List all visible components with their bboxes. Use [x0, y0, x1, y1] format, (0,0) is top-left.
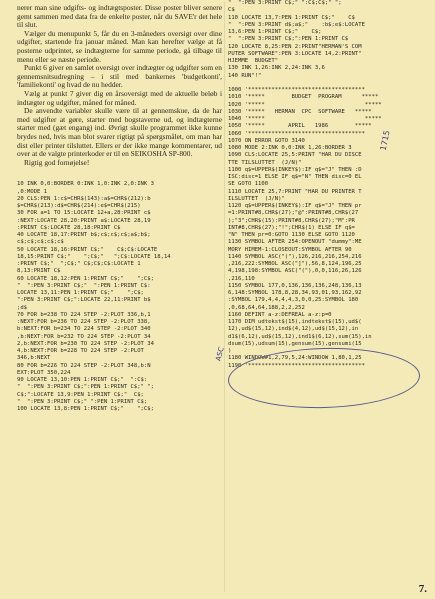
code-line: 1010 '***** BUDGET PROGRAM *****: [228, 94, 379, 101]
code-line: 100 LOCATE 13,8:PEN 1:PRINT C$;" ";C$;: [17, 406, 154, 413]
page-number: 7.: [418, 583, 427, 595]
code-line: :PRINT C$;" ";C$;" C$;C$;C$:LOCATE 1: [17, 261, 141, 268]
code-line: 1080 MODE 2:INK 0,0:INK 1,26:BORDER 3: [228, 145, 352, 151]
paragraph: De anvendte variabler skulle være til at gennemskue, da de har med udgifter at gøre, starter med bogstaverne ud, og indtægterne starter med (gæt engang) ind. Øvrigt skulle programmet ikke kunne brydes ned, hvis man blot svarer rigtigt på spørgsmålet, om man har dist eller printer tilsluttet. Ellers er der ikke mange kommentarer, ud over at de valgte printerkoder er til en SEIKOSHA SP-800.: [17, 106, 222, 159]
code-line: " ":PEN 3:PRINT C$;":PEN 1:PRINT C$;" ";: [17, 384, 154, 391]
code-line: " ":PEN 3:PRINT d$;a$;" :b$;e$:LOCATE: [228, 21, 365, 28]
code-line: 18,15:PRINT C$;" ";C$;" ";C$:LOCATE 18,14: [17, 253, 171, 260]
code-line: ":PEN 3:PRINT C$;":LOCATE 22,11:PRINT b$: [17, 297, 151, 304]
code-line: EXT:PLOT 350,224: [17, 369, 71, 376]
code-line: 1100 q$=UPPER$(INKEY$):IF q$="J" THEN :D: [228, 166, 362, 173]
paragraph: nerer man sine udgifts- og indtægtsposter. Disse poster bliver senere gemt sammen med data fra de enkelte poster, når du SAVE'r det hele til slut.: [17, 3, 222, 30]
code-line: MORY HIMEM-1:CLOSEOUT:SYMBOL AFTER 90: [228, 246, 352, 253]
article-text: [17, 4, 222, 167]
code-line: ,0,68,64,64,188,2,2,252: [228, 304, 305, 311]
code-line: =1:PRINT#8,CHR$(27);"@":PRINT#8,CHR$(27: [228, 210, 359, 217]
code-line: [228, 80, 418, 87]
code-line: 60 LOCATE 18,12:PEN 1:PRINT C$;" ";C$;: [17, 275, 154, 282]
code-line: 130 INK 1,26:INK 2,24:INK 3,6: [228, 65, 325, 72]
right-column: [228, 0, 418, 370]
code-line: dsum(15),udsum(15),gensum(15),gensumi(15: [228, 340, 362, 347]
code-line: SE GOTO 1100: [228, 181, 269, 188]
code-line: 1140 SYMBOL ASC("("),126,216,216,254,216: [228, 253, 362, 260]
code-line: C$: [228, 7, 235, 14]
code-line: 70 FOR b=238 TO 224 STEP -2:PLOT 336,b,1: [17, 311, 151, 318]
code-line: 1180 WINDOW#1,2,79,5,24:WINDOW 1,80,1,25: [228, 355, 362, 362]
code-line: HJEMME BUDGET": [228, 58, 279, 64]
code-line: 80 FOR b=226 TO 224 STEP -2:PLOT 348,b:N: [17, 362, 151, 369]
code-line: 1170 DIM udtekst$(15),indtekst$(15),ud$(: [228, 319, 362, 325]
code-line: );"3";CHR$(15):PRINT#8,CHR$(27);"M":PR: [228, 217, 355, 224]
code-line: " ":PEN 3:PRINT C$;" ":C$;C$;" ";: [228, 0, 342, 6]
code-line: ;d$: [17, 304, 28, 311]
code-line: c$;c$;c$;c$;c$: [17, 239, 64, 246]
code-line: PUTER SOFTWARE":PEN 3:LOCATE 14,2:PRINT": [228, 50, 362, 57]
code-line: :PRINT C$:LOCATE 28,18:PRINT C$: [17, 224, 121, 231]
code-line: INT#8,CHR$(27);"!";CHR$(1) ELSE IF q$=: [228, 224, 355, 231]
paragraph: Vælg at punkt 7 giver dig en årsoversigt med de aktuelle beløb i indtægter og udgifter, måned for måned.: [17, 88, 222, 107]
code-line: 4,b:NEXT:FOR b=228 TO 224 STEP -2:PLOT: [17, 348, 144, 355]
code-line: b:NEXT:FOR b=234 TO 224 STEP -2:PLOT 340: [17, 326, 151, 333]
code-line: 1070 ON ERROR GOTO 3140: [228, 137, 305, 144]
code-line: 346,b:NEXT: [17, 355, 51, 362]
code-line: 1020 '***** *****: [228, 101, 382, 108]
code-line: 1040 '***** *****: [228, 116, 382, 122]
code-line: 1000 '***********************************: [228, 87, 365, 93]
code-line: 1120 q$=UPPER$(INKEY$):IF q$="J" THEN pr: [228, 203, 362, 209]
code-line: ,0:MODE 1: [17, 188, 48, 195]
code-line: C$;":LOCATE 13,9:PEN 1:PRINT C$;" C$;: [17, 391, 144, 398]
code-line: $=CHR$(213):d$=CHR$(214):e$=CHR$(215): [17, 203, 141, 210]
paragraph: Vælger du menupunkt 5, får du en 3-måneders oversigt over dine udgifter, startende fra januar måned. Man kan herefter vælge at få posterne udprintet, se indtægterne for samme periode, gå tilbage til menu eller se næste periode.: [17, 28, 222, 64]
code-line: LOCATE 13,11:PEN 1:PRINT C$;" ";C$;: [17, 290, 144, 297]
column-divider: [224, 2, 225, 592]
code-line: d1$(6,12),ud$(15,12),ind1$(6,12),sum(15),in: [228, 333, 372, 340]
code-line: :NEXT:FOR b=236 TO 224 STEP -2:PLOT 338,: [17, 319, 151, 326]
code-line: " ":PEN 3:PRINT C$;":PEN 1:PRINT C$: [228, 36, 349, 43]
code-line: " ":PEN 3:PRINT C$;" ":PEN 1:PRINT C$;: [17, 398, 148, 405]
code-line: 40 LOCATE 18,17:PRINT b$;c$;c$;c$;a$;b$;: [17, 232, 151, 239]
code-line: 1160 DEFINT a-z:DEFREAL a-z:p=0: [228, 311, 332, 318]
handwritten-note: 1715: [378, 129, 392, 152]
code-line: 2,b:NEXT:FOR b=230 TO 224 STEP -2:PLOT 34: [17, 340, 154, 347]
handwritten-note: ASC: [214, 346, 226, 362]
code-line: 30 FOR a=1 TO 15:LOCATE 12+a,28:PRINT c$: [17, 210, 151, 217]
code-line: 120 LOCATE 8,25:PEN 2:PRINT"HERMAN'S COM: [228, 43, 362, 50]
code-line: 10 INK 0,0:BORDER 0:INK 1,0:INK 2,0:INK 3: [17, 181, 154, 188]
code-line: 140 RUN"!": [228, 72, 262, 79]
code-line: 1150 SYMBOL 177,0,136,136,136,248,136,13: [228, 282, 362, 289]
code-line: 1030 '***** HERMAN CPC SOFTWARE *****: [228, 108, 372, 115]
code-line: ): [228, 348, 232, 354]
code-line: 1130 SYMBOL AFTER 254:OPENOUT "dummy":ME: [228, 239, 362, 246]
code-line: ,216,222:SYMBOL ASC("]"),56,8,124,196,25: [228, 261, 362, 267]
code-line: 110 LOCATE 13,7:PEN 1:PRINT C$;" C$: [228, 14, 355, 21]
code-line: 8,13:PRINT C$: [17, 268, 61, 275]
code-listing-left: [17, 181, 222, 413]
paragraph: Rigtig god fornøjelse!: [24, 157, 90, 167]
code-line: TTE TILSLUTTET (J/N)": [228, 159, 302, 166]
code-line: 4,198,198:SYMBOL ASC("("),0,0,116,26,126: [228, 268, 362, 275]
code-line: 50 LOCATE 18,16:PRINT C$;" C$;C$:LOCATE: [17, 246, 158, 253]
code-line: 20 CLS:PEN 1:c$=CHR$(143):a$=CHR$(212):b: [17, 195, 151, 202]
paragraph: Punkt 6 giver en samlet oversigt over indtægter og udgifter som en gennemsnitsudregning – i stil med bankernes 'budgetkonti', 'familiekonti' og hvad de nu hedder.: [17, 63, 222, 90]
code-line: :SYMBOL 179,4,4,4,4,3,0,0,25:SYMBOL 180: [228, 297, 359, 304]
left-column: [17, 4, 222, 413]
code-line: 1110 LOCATE 25,7:PRINT "HAR DU PRINTER T: [228, 188, 362, 195]
code-line: ,b:NEXT:FOR b=232 TO 224 STEP -2:PLOT 34: [17, 333, 151, 340]
code-line: 1090 CLS:LOCATE 25,5:PRINT "HAR DU DISCE: [228, 152, 362, 159]
code-line: " ":PEN 3:PRINT C$;" ":PEN 1:PRINT C$:: [17, 282, 151, 289]
code-line: 13,6:PEN 1:PRINT C$;" C$;: [228, 29, 322, 35]
code-line: "N" THEN pr=0:GOTO 1130 ELSE GOTO 1120: [228, 232, 355, 238]
code-line: ISC:disc=1 ELSE IF q$="N" THEN disc=0 EL: [228, 174, 362, 180]
code-line: :NEXT:LOCATE 28,20:PRINT a$:LOCATE 28,19: [17, 217, 151, 224]
code-line: 1190 '***********************************: [228, 362, 365, 369]
code-line: ILSLUTTET (J/N)": [228, 195, 285, 202]
code-line: 6,148:SYMBOL 178,8,28,34,93,01,93,162,92: [228, 290, 362, 296]
code-line: 90 LOCATE 13,10:PEN 1:PRINT C$;" ":C$:: [17, 377, 148, 384]
code-line: ,216,110: [228, 275, 255, 282]
code-line: 12),ud$(15,12),ind$(4,12),ud$(15,12),in: [228, 326, 359, 333]
code-line: 1060 '***********************************: [228, 130, 365, 137]
code-listing-right: [228, 0, 418, 370]
code-line: 1050 '***** APRIL 1986 *****: [228, 123, 372, 130]
